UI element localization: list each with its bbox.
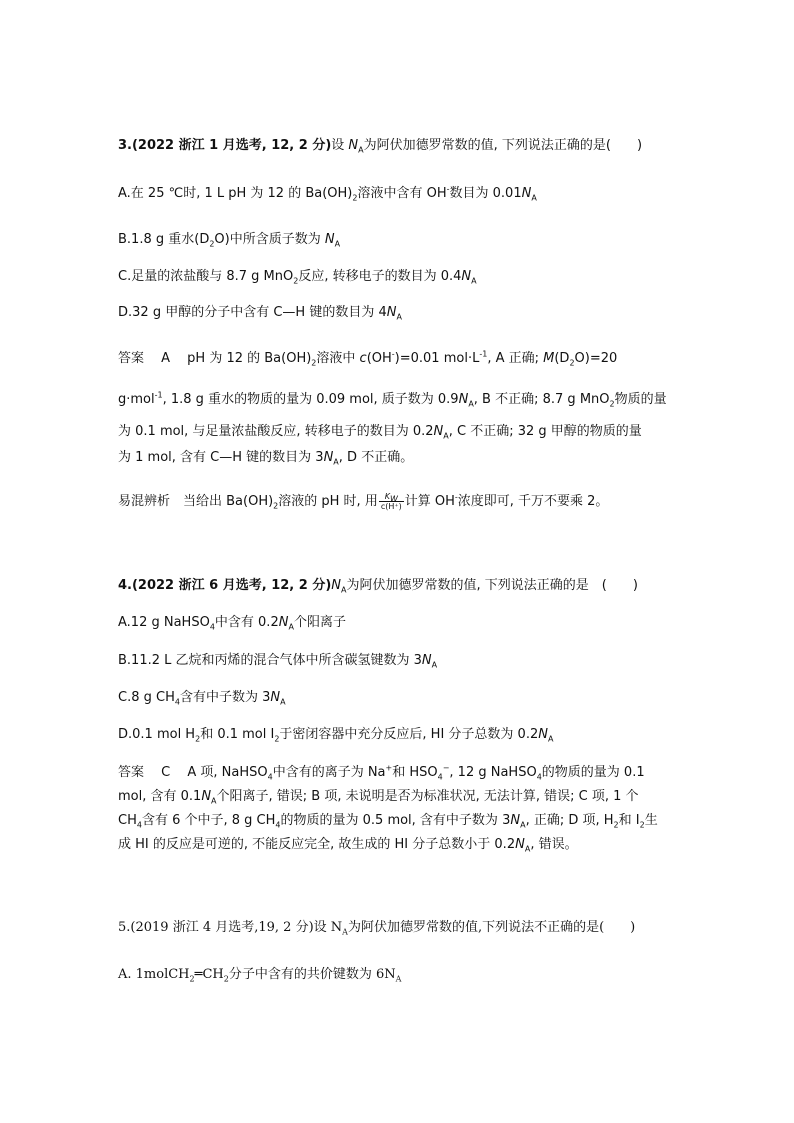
- q3-option-b: B.1.8 g 重水$(D_2O)$中所含质子数为 $N_A$: [118, 232, 341, 249]
- q4-answer-line-2: mol, 含有 $0.1N_A$个阳离子, 错误; B 项, 未说明是否为标准状况, 无法计算, 错误; C 项, 1 个: [118, 789, 639, 806]
- q3-option-d: D.32 g 甲醇的分子中含有 C—H 键的数目为 $4N_A$: [118, 305, 402, 322]
- q4-option-b: B.11.2 L 乙烷和丙烯的混合气体中所含碳氢键数为 $3N_A$: [118, 653, 438, 670]
- q4-option-d: D.0.1 mol $H_2$和 0.1 mol $I_2$于密闭容器中充分反应后, HI 分子总数为 $0.2N_A$: [118, 727, 554, 744]
- q5-stem: 5.(2019 浙江 4 月选考,19, 2 分)设 $N_A$为阿伏加德罗常数的值,下列说法不正确的是( ): [118, 920, 636, 937]
- kw-over-ch-fraction: $\frac{K_W}{c(H^+)}$: [380, 492, 402, 511]
- q3-tip: 易混辨析 当给出 $Ba(OH)_2$溶液的 pH 时, 用 $\frac{K_W}{c(H^+)}$ 计算 OH-浓度即可, 千万不要乘 2。: [118, 492, 609, 511]
- q3-answer-line-1: 答案 A pH 为 12 的 $Ba(OH)_2$溶液中 c(OH-)=0.01 $mol\cdot L^{-1}$, A 正确; $M(D_2O)=20$: [118, 349, 618, 368]
- q3-answer-line-4: 为 1 mol, 含有 C—H 键的数目为 $3N_A$, D 不正确。: [118, 450, 414, 467]
- q3-header: 3.(2022 浙江 1 月选考, 12, 2 分): [118, 138, 332, 153]
- q3-option-a: A.在 25 ℃时, 1 L pH 为 12 的 $Ba(OH)_2$溶液中含有 OH-数目为 $0.01N_A$: [118, 184, 537, 203]
- q5-option-a: A. $1molCH_2═CH_2$分子中含有的共价键数为 $6N_A$: [118, 967, 402, 984]
- q4-stem: 4.(2022 浙江 6 月选考, 12, 2 分)$N_A$为阿伏加德罗常数的值, 下列说法正确的是 ( ): [118, 578, 638, 595]
- q3-option-c: C.足量的浓盐酸与 8.7 g MnO$_2$反应, 转移电子的数目为 $0.4N_A$: [118, 269, 477, 286]
- q3-answer-line-2: g·mol$^{-1}$, 1.8 g 重水的物质的量为 0.09 mol, 质子数为 $0.9N_A$, B 不正确; 8.7 g MnO$_2$物质的量: [118, 390, 667, 409]
- q3-answer-line-3: 为 0.1 mol, 与足量浓盐酸反应, 转移电子的数目为 $0.2N_A$, C 不正确; 32 g 甲醇的物质的量: [118, 424, 642, 441]
- q4-answer-line-4: 成 HI 的反应是可逆的, 不能反应完全, 故生成的 HI 分子总数小于 $0.2N_A$, 错误。: [118, 837, 578, 854]
- q4-option-c: C.8 g $CH_4$含有中子数为 $3N_A$: [118, 690, 286, 707]
- q4-answer-line-3: $CH_4$含有 6 个中子, 8 g $CH_4$的物质的量为 0.5 mol, 含有中子数为 $3N_A$, 正确; D 项, $H_2$和 $I_2$生: [118, 813, 658, 830]
- q4-answer-line-1: 答案 C A 项, NaHSO$_4$中含有的离子为 Na+和 $HSO_4^-$, 12 g NaHSO$_4$的物质的量为 0.1: [118, 763, 645, 782]
- q4-option-a: A.12 g NaHSO$_4$中含有 $0.2N_A$个阳离子: [118, 615, 346, 632]
- q3-stem: 3.(2022 浙江 1 月选考, 12, 2 分)设 $N_A$为阿伏加德罗常数的值, 下列说法正确的是( ): [118, 138, 643, 155]
